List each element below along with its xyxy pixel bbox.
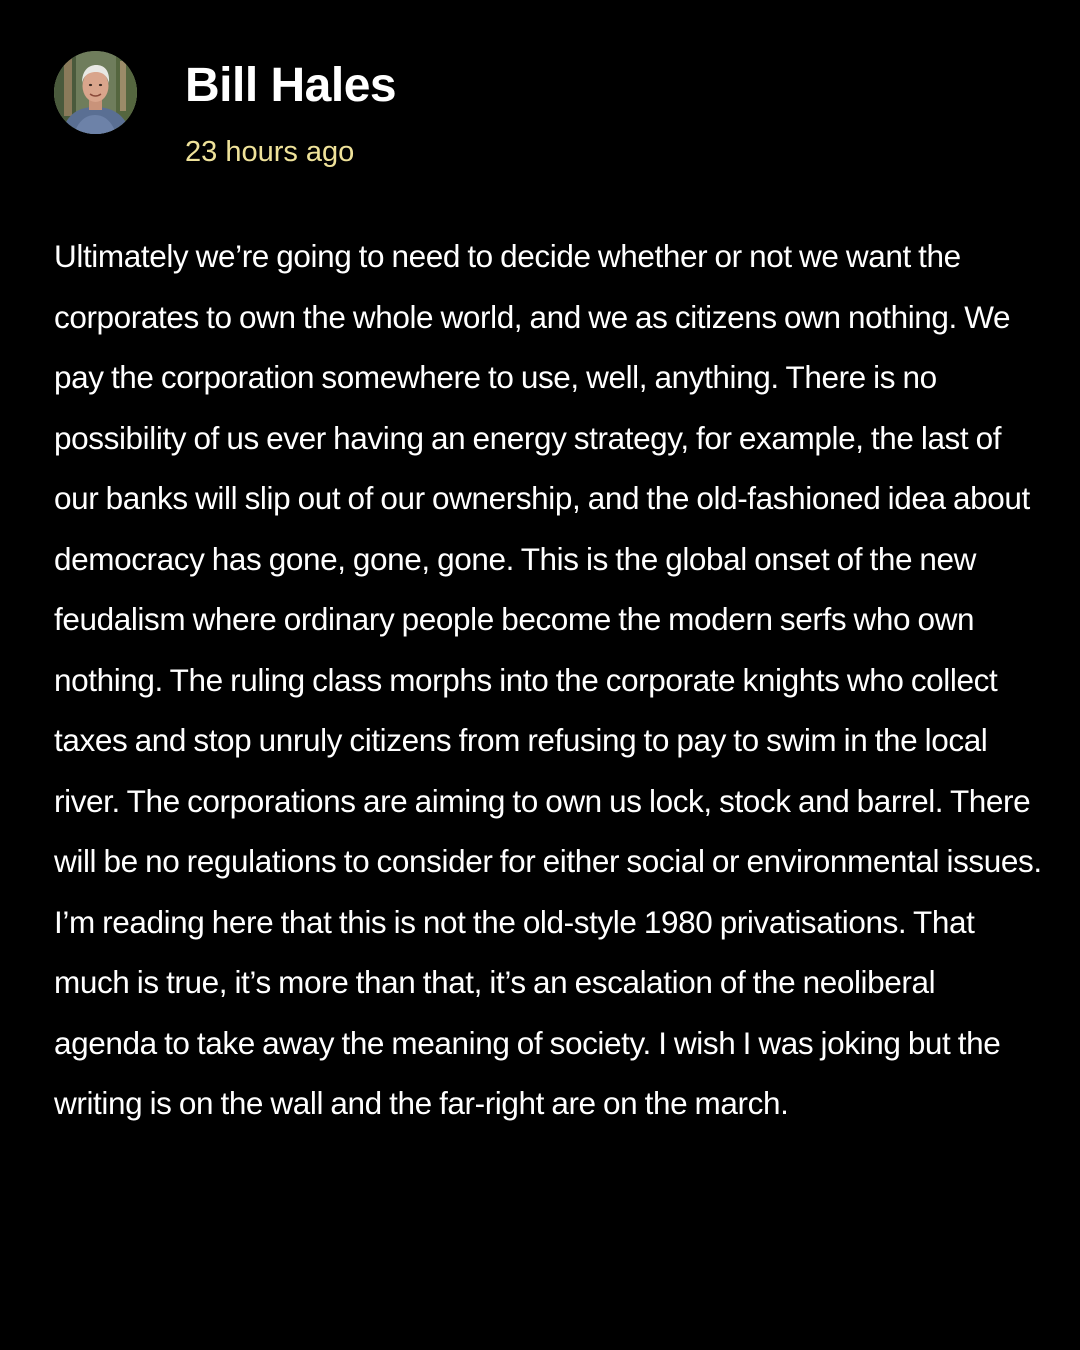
comment-header	[54, 50, 1034, 170]
avatar[interactable]	[54, 51, 137, 134]
comment-body: Ultimately we’re going to need to decide whether or not we want the corporates to own the whole world, and we as citizens own nothing. We pay the corporation somewhere to use, well, anything. There is no possibility of us ever having an energy strategy, for example, the last of our banks will slip out of our ownership, and the old-fashioned idea about democracy has gone, gone, gone. This is the global onset of the new feudalism where ordinary people become the modern serfs who own nothing. The ruling class morphs into the corporate knights who collect taxes and stop unruly citizens from refusing to pay to swim in the local river. The corporations are aiming to own us lock, stock and barrel. There will be no regulations to consider for either social or environmental issues. I’m reading here that this is not the old-style 1980 privatisations. That much is true, it’s more than that, it’s an escalation of the neoliberal agenda to take away the meaning of society. I wish I was joking but the writing is on the wall and the far-right are on the march.	[54, 238, 1042, 1121]
comment-timestamp[interactable]: 23 hours ago	[185, 136, 355, 168]
user-photo-avatar-icon	[54, 51, 137, 134]
author-name[interactable]: Bill Hales	[185, 59, 397, 112]
